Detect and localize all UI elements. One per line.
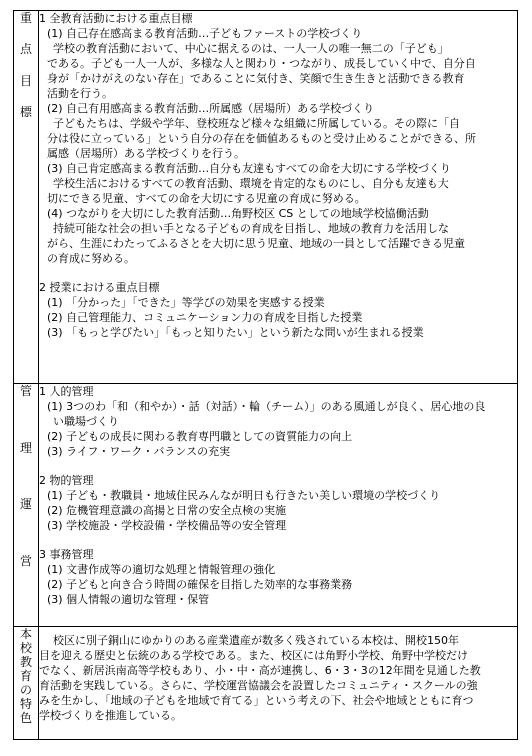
item-line: である。子ども一人一人が、多様な人と関わり・つながり、成長していく中で、自分自 <box>47 57 476 70</box>
mgmt-item: (2) 子どもの成長に関わる教育専門職としての資質能力の向上 <box>47 430 353 443</box>
item-line: 切にできる児童、すべての命を大切にする児童の育成に努める。 <box>47 192 366 205</box>
features-line: 校区に別子銅山にゆかりのある産業遺産が数多く残されている本校は、開校150年 <box>53 634 459 647</box>
mgmt-item: (1) 文書作成等の適切な処理と情報管理の強化 <box>47 563 276 576</box>
management-label-char: 営 <box>19 553 32 568</box>
mgmt-item: (3) ライフ・ワーク・バランスの充実 <box>47 445 231 458</box>
features-label-char: 校 <box>19 641 32 655</box>
mgmt-item: (1) 3つのわ「和（和やか）・話（対話）・輪（チーム）」のある風通しが良く、居心地の良 <box>47 400 486 413</box>
section1-heading: 1 全教育活動における重点目標 <box>39 12 193 25</box>
item-line: 学校生活におけるすべての教育活動、環境を肯定的なものにし、自分も友達も大 <box>53 177 449 190</box>
item-line: 学校の教育活動において、中心に据えるのは、一人一人の唯一無二の「子ども」 <box>53 42 449 55</box>
features-label-char: 育 <box>19 669 32 683</box>
mgmt-item: (3) 個人情報の適切な管理・保管 <box>47 593 210 606</box>
plan-table <box>13 10 518 740</box>
focus-label-cell <box>14 11 39 384</box>
mgmt-section-heading: 3 事務管理 <box>39 548 94 561</box>
management-label-cell <box>14 384 39 627</box>
management-body <box>39 384 518 627</box>
features-line: でなく、新居浜南高等学校もあり、小・中・高が連携し、6・3・3の12年間を見通した教 <box>39 664 481 677</box>
mgmt-item: い職場づくり <box>53 415 119 428</box>
mgmt-section-heading: 2 物的管理 <box>39 474 94 487</box>
features-label-char: 特 <box>19 697 32 711</box>
mgmt-item: (2) 危機管理意識の高揚と日常の安全点検の実施 <box>47 504 287 517</box>
item-line: がら、生涯にわたってふるさとを大切に思う児童、地域の一員として活躍できる児童 <box>47 237 465 250</box>
management-label-char: 管 <box>19 384 32 398</box>
item-title: (3) 自己肯定感高まる教育活動…自分も友達もすべての命を大切にする学校づくり <box>47 162 451 175</box>
management-label-char: 運 <box>19 497 32 512</box>
features-body <box>39 627 518 740</box>
features-line: 学校づくりを推進している。 <box>39 709 182 722</box>
features-label-char: 色 <box>19 711 32 725</box>
item-title: (1) 自己存在感高まる教育活動…子どもファーストの学校づくり <box>47 27 363 40</box>
features-row <box>14 627 518 740</box>
school-plan-document <box>13 10 518 739</box>
features-label-char: 教 <box>19 655 32 669</box>
features-label-char: の <box>19 683 32 697</box>
focus-label <box>14 11 38 119</box>
features-line: みを生かし、「地域の子どもを地域で育てる」という考えの下、社会や地域とともに育つ <box>39 694 474 707</box>
item-line: 分は役に立っている」という自分の存在を価値あるものと受け止めることができる、所 <box>47 132 476 145</box>
management-row <box>14 384 518 627</box>
mgmt-item: (3) 学校施設・学校設備・学校備品等の安全管理 <box>47 519 287 532</box>
item-title: (4) つながりを大切にした教育活動…角野校区 CS としての地域学校協働活動 <box>47 207 429 220</box>
item-line: 活動を行う。 <box>47 87 113 100</box>
section2-heading: 2 授業における重点目標 <box>39 281 160 294</box>
features-line: 育活動を実践している。さらに、学校運営協議会を設置したコミュニティ・スクールの強 <box>39 679 478 692</box>
focus-label-char: 点 <box>19 42 32 57</box>
features-line: 目を迎える歴史と伝統のある学校である。また、校区には角野小学校、角野中学校だけ <box>39 649 468 662</box>
item-line: 持続可能な社会の担い手となる子どもの育成を目指し、地域の教育力を活用しな <box>53 222 449 235</box>
focus-label-char: 重 <box>19 11 32 25</box>
focus-body <box>39 11 518 384</box>
item-title: (2) 自己有用感高まる教育活動…所属感（居場所）ある学校づくり <box>47 102 375 115</box>
lesson-goal: (3) 「もっと学びたい」「もっと知りたい」という新たな問いが生まれる授業 <box>47 326 424 339</box>
mgmt-item: (1) 子ども・教職員・地域住民みんなが明日も行きたい美しい環境の学校づくり <box>47 489 441 502</box>
mgmt-item: (2) 子どもと向き合う時間の確保を目指した効率的な事務業務 <box>47 578 353 591</box>
features-label-char: 本 <box>19 627 32 641</box>
features-label-cell <box>14 627 39 740</box>
focus-row <box>14 11 518 384</box>
management-label-char: 理 <box>19 440 32 455</box>
focus-label-char: 標 <box>19 104 32 119</box>
item-line: の育成に努める。 <box>47 252 135 265</box>
mgmt-section-heading: 1 人的管理 <box>39 385 94 398</box>
lesson-goal: (1) 「分かった」「できた」等学びの効果を実感する授業 <box>47 296 325 309</box>
focus-label-char: 目 <box>19 73 32 88</box>
lesson-goal: (2) 自己管理能力、コミュニケーション力の育成を目指した授業 <box>47 311 363 324</box>
item-line: 属感（居場所）ある学校づくりを行う。 <box>47 147 245 160</box>
item-line: 身が「かけがえのない存在」であることに気付き、笑顔で生き生きと活動できる教育 <box>47 72 465 85</box>
item-line: 子どもたちは、学級や学年、登校班など様々な組織に所属している。その際に「自 <box>53 117 460 130</box>
features-label <box>14 627 38 725</box>
management-label <box>14 384 38 568</box>
